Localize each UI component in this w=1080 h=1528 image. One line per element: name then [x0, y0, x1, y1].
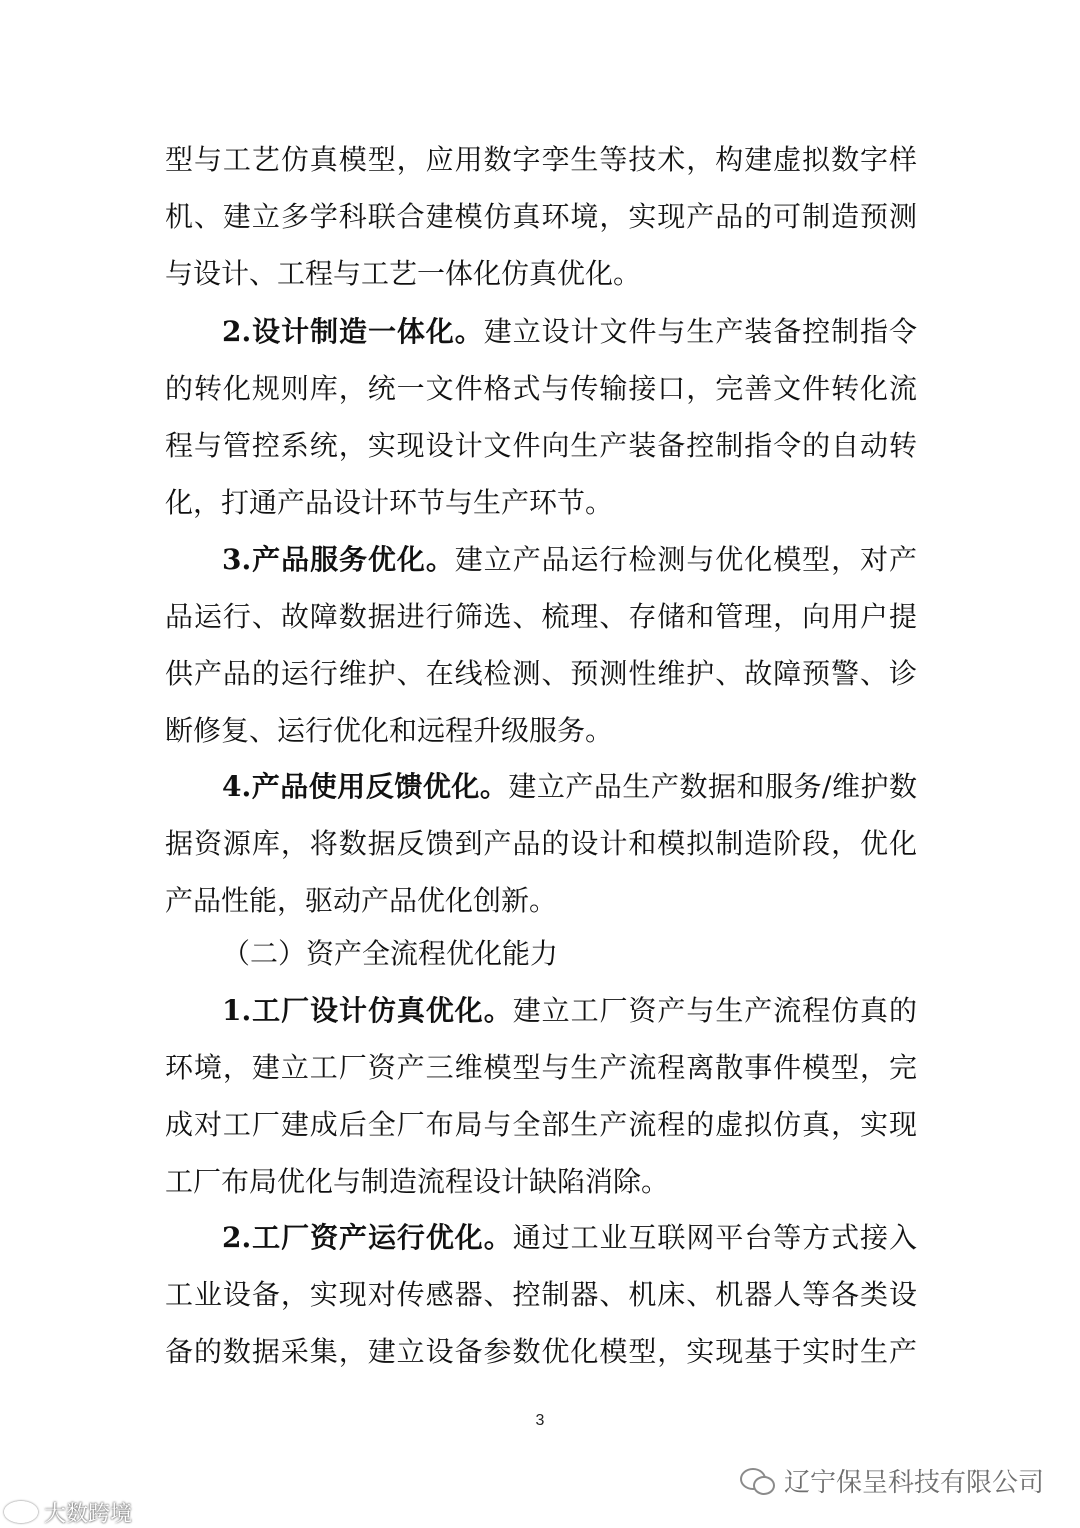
section-first-line	[222, 758, 917, 816]
paragraph-line: 据资源库，将数据反馈到产品的设计和模拟制造阶段，优化	[165, 827, 917, 860]
section-first-line	[222, 1209, 917, 1267]
section-text: 建立产品生产数据和服务/维护数	[508, 770, 918, 803]
eye-logo-icon	[4, 1501, 38, 1523]
paragraph-line: 与设计、工程与工艺一体化仿真优化。	[165, 257, 642, 290]
wechat-watermark	[740, 1460, 1044, 1500]
page-number: 3	[535, 1412, 545, 1429]
watermark-company-name: 辽宁保呈科技有限公司	[783, 1467, 1044, 1498]
wechat-icon	[740, 1466, 776, 1494]
paragraph-line: 备的数据采集，建立设备参数优化模型，实现基于实时生产	[165, 1335, 917, 1368]
section-text: 建立设计文件与生产装备控制指令	[483, 315, 917, 348]
paragraph-line: 供产品的运行维护、在线检测、预测性维护、故障预警、诊	[165, 657, 917, 690]
paragraph-line: 产品性能，驱动产品优化创新。	[165, 884, 558, 917]
section-heading: 3.产品服务优化。	[222, 543, 455, 576]
subheading: （二）资产全流程优化能力	[222, 937, 559, 970]
paragraph-line: 化，打通产品设计环节与生产环节。	[165, 486, 614, 519]
section-heading: 2.设计制造一体化。	[222, 315, 484, 348]
paragraph-line: 型与工艺仿真模型，应用数字孪生等技术，构建虚拟数字样	[165, 143, 917, 176]
paragraph-line: 工业设备，实现对传感器、控制器、机床、机器人等各类设	[165, 1278, 917, 1311]
paragraph-line: 机、建立多学科联合建模仿真环境，实现产品的可制造预测	[165, 200, 917, 233]
section-first-line	[222, 531, 917, 589]
section-heading: 1.工厂设计仿真优化。	[222, 994, 513, 1027]
paragraph-line: 品运行、故障数据进行筛选、梳理、存储和管理，向用户提	[165, 600, 917, 633]
section-heading: 4.产品使用反馈优化。	[222, 770, 509, 803]
section-first-line	[222, 303, 917, 361]
paragraph-line: 程与管控系统，实现设计文件向生产装备控制指令的自动转	[165, 429, 917, 462]
section-first-line	[222, 982, 917, 1040]
source-watermark	[4, 1497, 132, 1527]
paragraph-line: 断修复、运行优化和远程升级服务。	[165, 714, 614, 747]
section-text: 建立工厂资产与生产流程仿真的	[512, 994, 917, 1027]
section-text: 建立产品运行检测与优化模型，对产	[454, 543, 917, 576]
paragraph-line: 的转化规则库，统一文件格式与传输接口，完善文件转化流	[165, 372, 917, 405]
section-text: 通过工业互联网平台等方式接入	[512, 1221, 917, 1254]
paragraph-line: 工厂布局优化与制造流程设计缺陷消除。	[165, 1165, 670, 1198]
watermark-source-name: 大数跨境	[44, 1501, 133, 1527]
paragraph-line: 环境，建立工厂资产三维模型与生产流程离散事件模型，完	[165, 1051, 917, 1084]
paragraph-line: 成对工厂建成后全厂布局与全部生产流程的虚拟仿真，实现	[165, 1108, 917, 1141]
section-heading: 2.工厂资产运行优化。	[222, 1221, 513, 1254]
